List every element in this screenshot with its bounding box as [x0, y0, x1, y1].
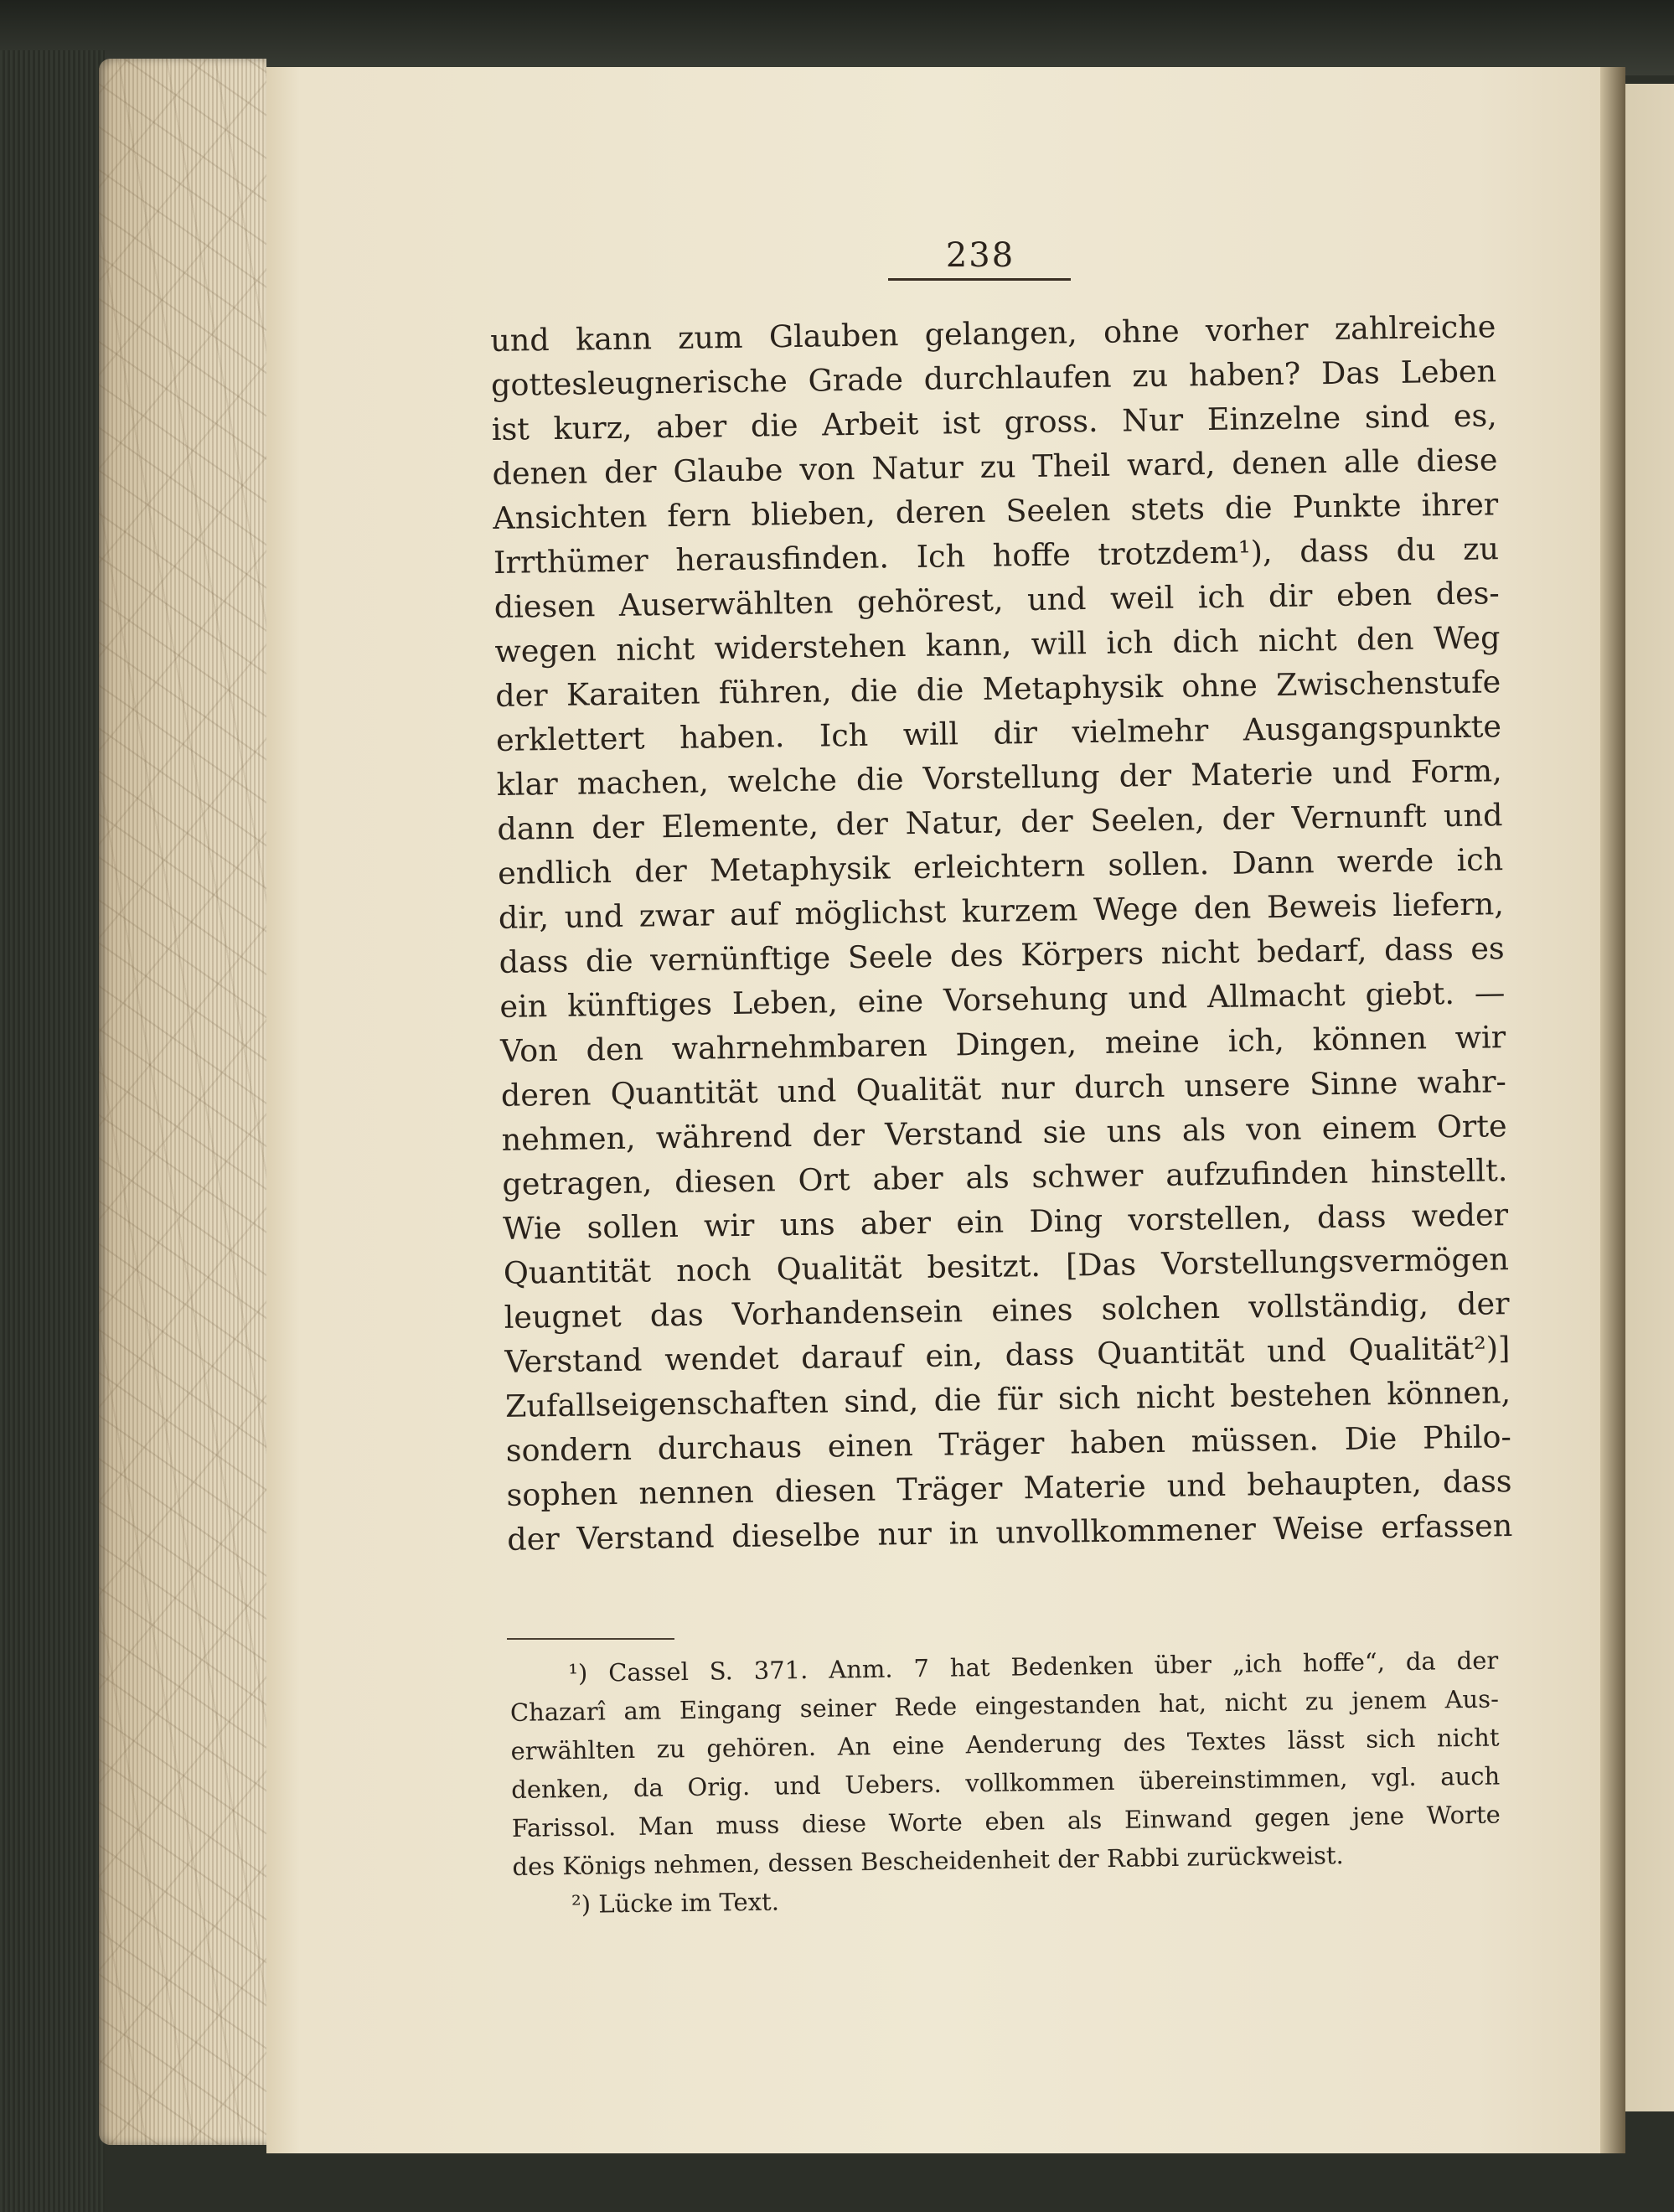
text-line: und kann zum Glauben gelangen, ohne vorher zahlreiche: [490, 308, 1496, 359]
text-line: endlich der Metaphysik erleichtern sollen. Dann werde ich: [497, 841, 1504, 892]
text-line: Ansichten fern blieben, deren Seelen stets die Punkte ihrer: [493, 486, 1499, 536]
text-line: Zufallseigenschaften sind, die für sich nicht bestehen können,: [504, 1374, 1511, 1424]
text-line: Verstand wendet darauf ein, dass Quantität und Qualität²)]: [504, 1330, 1511, 1380]
marbled-page-edges: [99, 59, 266, 2145]
page-number-rule: [888, 278, 1071, 281]
text-line: gottesleugnerische Grade durchlaufen zu haben? Das Leben: [490, 353, 1497, 403]
footnote-line: Farissol. Man muss diese Worte eben als Einwand gegen jene Worte: [511, 1800, 1501, 1842]
text-line: ein künftiges Leben, eine Vorsehung und Allmacht giebt. —: [499, 974, 1506, 1025]
text-line: denen der Glaube von Natur zu Theil ward, denen alle diese: [492, 442, 1498, 492]
text-line: Irrthümer herausfinden. Ich hoffe trotzdem¹), dass du zu: [493, 530, 1500, 581]
text-line: sophen nennen diesen Träger Materie und behaupten, dass: [506, 1463, 1512, 1513]
text-line: leugnet das Vorhandensein eines solchen vollständig, der: [504, 1285, 1510, 1336]
footnote-line: denken, da Orig. und Uebers. vollkommen übereinstimmen, vgl. auch: [511, 1761, 1501, 1804]
footnote-line: erwählten zu gehören. An eine Aenderung des Textes lässt sich nicht: [510, 1723, 1500, 1765]
text-line: klar machen, welche die Vorstellung der Materie und Form,: [496, 752, 1502, 803]
text-line: der Karaiten führen, die die Metaphysik ohne Zwischenstufe: [494, 664, 1501, 714]
book-cover-spine: [0, 50, 105, 2212]
text-line: deren Quantität und Qualität nur durch unsere Sinne wahr-: [500, 1063, 1507, 1114]
footnote-line: des Königs nehmen, dessen Bescheidenheit der Rabbi zurückweist.: [512, 1841, 1344, 1881]
footnote-line: ¹) Cassel S. 371. Anm. 7 hat Bedenken über „ich hoffe“, da der: [568, 1646, 1499, 1688]
text-line: dir, und zwar auf möglichst kurzem Wege den Beweis liefern,: [498, 886, 1505, 936]
text-line: Quantität noch Qualität besitzt. [Das Vorstellungsvermögen: [503, 1241, 1510, 1291]
gutter-shadow: [1600, 67, 1625, 2153]
text-line: wegen nicht widerstehen kann, will ich dich nicht den Weg: [494, 619, 1501, 669]
body-text: [490, 304, 1513, 1562]
text-line: nehmen, während der Verstand sie uns als von einem Orte: [501, 1108, 1507, 1158]
footnote-line: Chazarî am Eingang seiner Rede eingestanden hat, nicht zu jenem Aus-: [509, 1684, 1500, 1727]
text-line: diesen Auserwählten gehörest, und weil ich dir eben des-: [493, 575, 1500, 625]
footnote-rule: [507, 1638, 674, 1640]
text-line: Von den wahrnehmbaren Dingen, meine ich, können wir: [499, 1019, 1506, 1069]
text-line: ist kurz, aber die Arbeit ist gross. Nur Einzelne sind es,: [491, 397, 1498, 447]
text-line: erklettert haben. Ich will dir vielmehr Ausgangspunkte: [495, 708, 1502, 758]
text-line: dann der Elemente, der Natur, der Seelen, der Vernunft und: [497, 797, 1503, 847]
text-line: getragen, diesen Ort aber als schwer aufzufinden hinstellt.: [502, 1152, 1508, 1202]
text-line: Wie sollen wir uns aber ein Ding vorstellen, dass weder: [502, 1196, 1509, 1247]
marble-pattern: [99, 59, 266, 2145]
text-line: dass die vernünftige Seele des Körpers nicht bedarf, dass es: [499, 930, 1505, 980]
text-line: sondern durchaus einen Träger haben müssen. Die Philo-: [505, 1419, 1512, 1469]
page-number: 238: [945, 236, 1015, 275]
footnotes: [509, 1641, 1501, 1925]
text-line: der Verstand dieselbe nur in unvollkommener Weise erfassen: [507, 1507, 1513, 1558]
footnote-2: ²) Lücke im Text.: [571, 1887, 780, 1919]
